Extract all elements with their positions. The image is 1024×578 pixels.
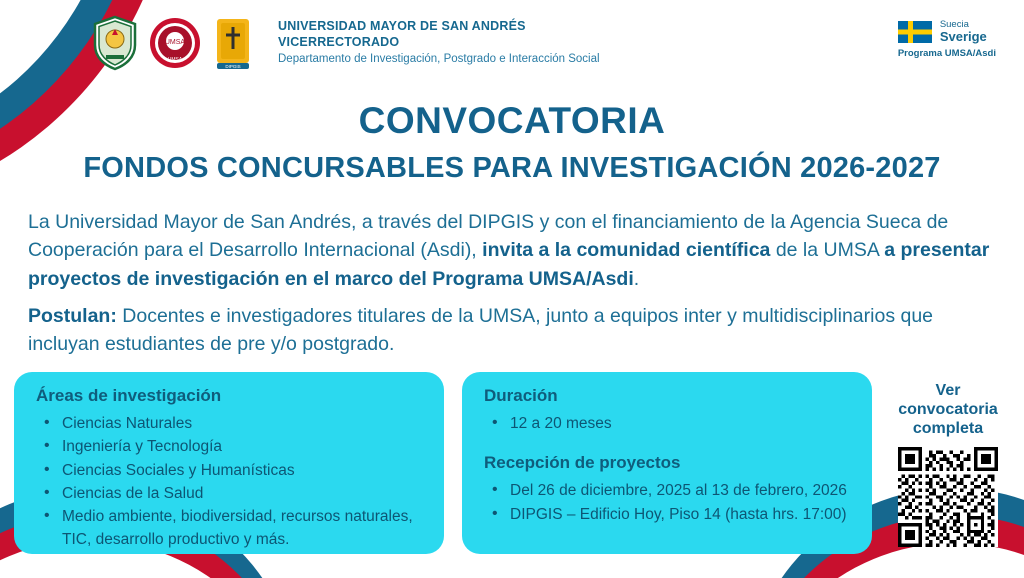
svg-text:UMSA: UMSA [167, 57, 183, 63]
header-institution-text [278, 19, 600, 67]
intro-part2: de la UMSA [770, 239, 885, 262]
intro-paragraph [28, 208, 1000, 293]
logo-group [92, 15, 600, 71]
page-title: CONVOCATORIA [358, 100, 666, 141]
sweden-program-label: Programa UMSA/Asdi [897, 48, 996, 60]
intro-part1: La Universidad Mayor de San Andrés, a través del DIPGIS y con el financiamiento de la Agencia Sueca de Cooperación para el Desarrollo Internacional (Asdi), [28, 211, 949, 262]
list-item: • Del 26 de diciembre, 2025 al 13 de febrero, 2026 [492, 479, 872, 502]
card-reception-title: Recepción de proyectos [484, 453, 681, 473]
qr-label-line2: convocatoria [898, 400, 998, 418]
qr-label [884, 382, 1012, 439]
card-research-areas-title: Áreas de investigación [36, 386, 222, 405]
list-item: • Ciencias Sociales y Humanísticas [44, 459, 444, 482]
list-item: • 12 a 20 meses [492, 412, 872, 435]
list-item: • DIPGIS – Edificio Hoy, Piso 14 (hasta hrs. 17:00) [492, 503, 872, 526]
sweden-flag-icon [898, 21, 932, 43]
institution-subtitle: VICERRECTORADO [278, 34, 400, 49]
header [0, 0, 1024, 86]
sweden-name-es: Suecia [939, 19, 969, 30]
intro-bold2: a presentar proyectos de investigación en el marco del Programa UMSA/Asdi [28, 239, 990, 290]
intro-bold1: invita a la comunidad científica [482, 239, 771, 262]
sweden-country-names [940, 20, 987, 44]
umsa-seal-icon [148, 15, 202, 71]
qr-section[interactable] [884, 382, 1012, 552]
dipgis-logo-icon [212, 15, 254, 71]
institution-name: UNIVERSIDAD MAYOR DE SAN ANDRÉS [278, 19, 526, 34]
qr-code-icon[interactable] [898, 447, 998, 547]
applicants-text: Docentes e investigadores titulares de la UMSA, junto a equipos inter y multidisciplinarios que incluyan estudiantes de pre y/o postgrado. [28, 305, 934, 356]
applicants-label: Postulan: [28, 305, 117, 327]
list-item: • Ingeniería y Tecnología [44, 435, 444, 458]
card-duration-title: Duración [484, 386, 558, 405]
list-item: • Ciencias Naturales [44, 412, 444, 435]
card-duration-reception [462, 372, 872, 554]
qr-label-line3: completa [912, 419, 984, 437]
research-areas-list [44, 412, 444, 552]
svg-text:UMSA: UMSA [164, 39, 186, 46]
list-item: • Ciencias de la Salud [44, 482, 444, 505]
intro-part3: . [633, 267, 640, 290]
svg-text:DIPGIS: DIPGIS [225, 64, 241, 69]
duration-list [492, 412, 872, 435]
sweden-flag-row [898, 20, 996, 44]
card-research-areas [14, 372, 444, 554]
reception-list [492, 479, 872, 526]
sweden-name-sv: Sverige [939, 28, 987, 44]
umsa-crest-icon [92, 15, 138, 71]
list-item: • Medio ambiente, biodiversidad, recursos naturales, TIC, desarrollo productivo y más. [44, 505, 444, 552]
institution-department: Departamento de Investigación, Postgrado e Interacción Social [278, 53, 600, 66]
sweden-partner-block [898, 20, 996, 59]
qr-label-line1: Ver [935, 382, 961, 399]
applicants-paragraph [28, 302, 1000, 359]
page-subtitle: FONDOS CONCURSABLES PARA INVESTIGACIÓN 2026-2027 [83, 152, 941, 184]
